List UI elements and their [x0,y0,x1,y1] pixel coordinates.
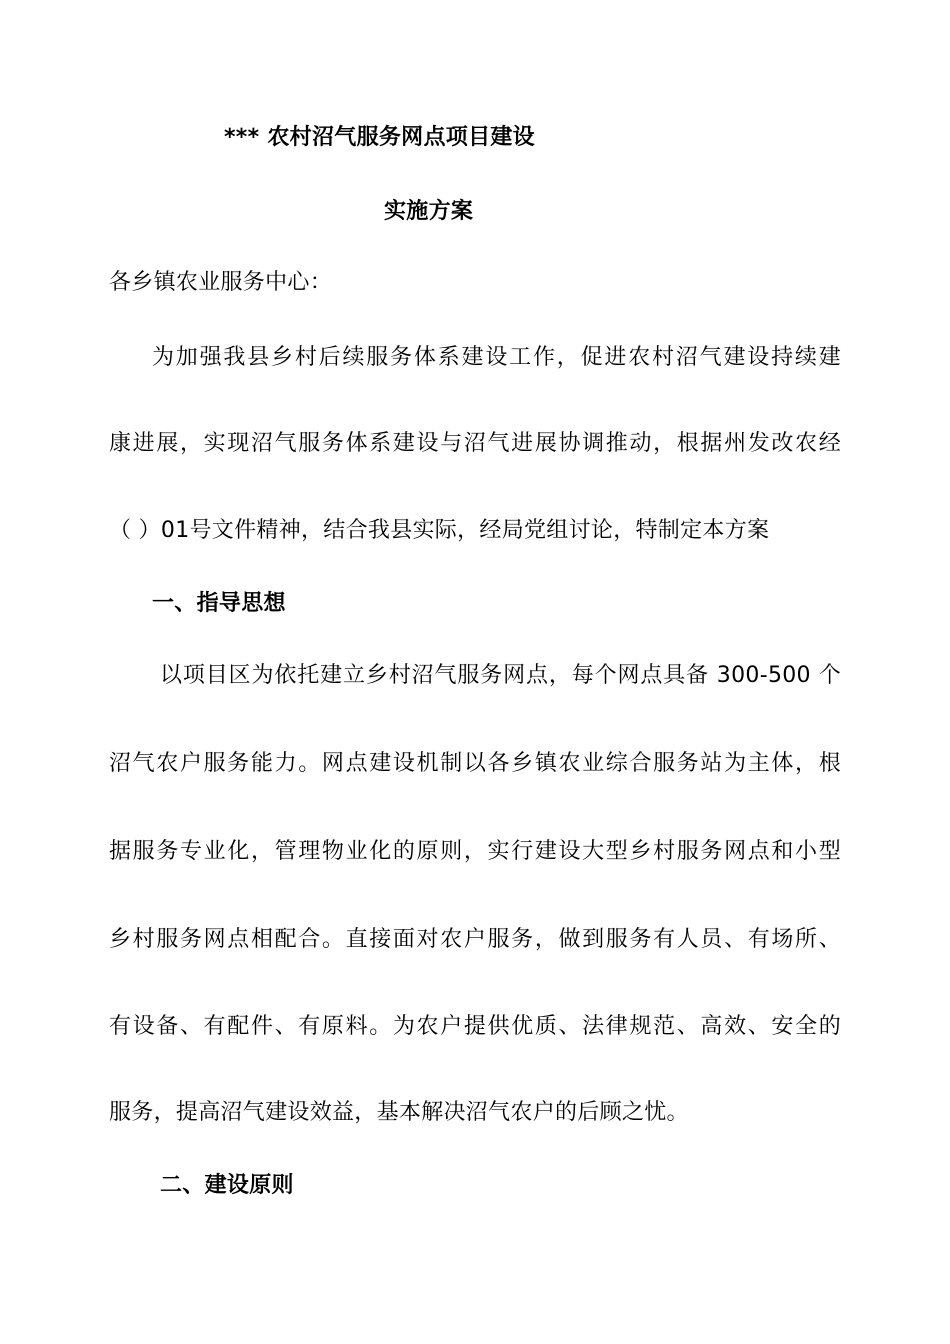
salutation: 各乡镇农业服务中心： [109,270,333,295]
paragraph-line: 有设备、有配件、有原料。为农户提供优质、法律规范、高效、安全的 [109,1014,841,1039]
section-heading: 二、建设原则 [160,1173,294,1198]
paragraph-line: 以项目区为依托建立乡村沼气服务网点，每个网点具备 300-500 个 [160,663,841,688]
paragraph-line: （ ）01号文件精神，结合我县实际，经局党组讨论，特制定本方案 [109,518,770,543]
paragraph-line: 沼气农户服务能力。网点建设机制以各乡镇农业综合服务站为主体，根 [109,751,841,776]
section-heading: 一、指导思想 [152,591,286,616]
paragraph-line: 为加强我县乡村后续服务体系建设工作，促进农村沼气建设持续建 [152,345,841,370]
paragraph-line: 康进展，实现沼气服务体系建设与沼气进展协调推动，根据州发改农经 [109,431,841,456]
paragraph-line: 据服务专业化，管理物业化的原则，实行建设大型乡村服务网点和小型 [109,839,841,864]
paragraph-line: 服务，提高沼气建设效益，基本解决沼气农户的后顾之忧。 [109,1100,689,1125]
document-subtitle: 实施方案 [384,199,474,224]
document-title: *** 农村沼气服务网点项目建设 [224,125,535,150]
paragraph-line: 乡村服务网点相配合。直接面对农户服务，做到服务有人员、有场所、 [109,927,841,952]
